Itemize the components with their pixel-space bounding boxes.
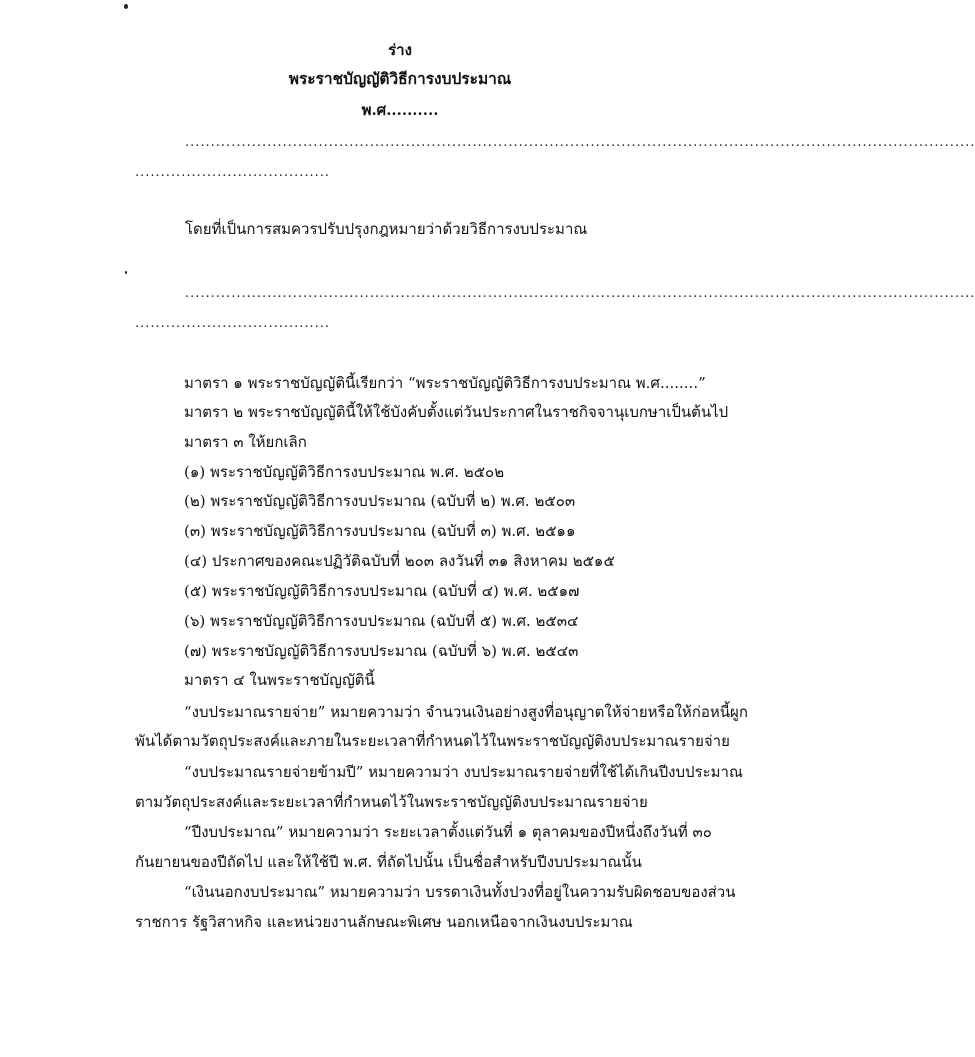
definition-line: “เงินนอกงบประมาณ” หมายความว่า บรรดาเงินทั้งปวงที่อยู่ในความรับผิดชอบของส่วน <box>184 883 736 901</box>
preamble-statement: โดยที่เป็นการสมควรปรับปรุงกฎหมายว่าด้วยวิธีการงบประมาณ <box>185 220 588 238</box>
definition-line: พันได้ตามวัตถุประสงค์และภายในระยะเวลาที่กำหนดไว้ในพระราชบัญญัติงบประมาณรายจ่าย <box>135 732 730 750</box>
section-1: มาตรา ๑ พระราชบัญญัตินี้เรียกว่า “พระราชบัญญัติวิธีการงบประมาณ พ.ศ........” <box>184 374 706 392</box>
dotted-line: ...................................... <box>135 165 331 180</box>
section-4: มาตรา ๔ ในพระราชบัญญัตินี้ <box>184 671 375 689</box>
dotted-line: .......................................................................................................................................................... <box>185 135 975 150</box>
act-title: พระราชบัญญัติวิธีการงบประมาณ <box>288 69 512 88</box>
scan-speck <box>124 4 128 9</box>
scan-speck <box>125 271 127 274</box>
dotted-line: ...................................... <box>135 316 331 331</box>
definition-line: ราชการ รัฐวิสาหกิจ และหน่วยงานลักษณะพิเศษ นอกเหนือจากเงินงบประมาณ <box>135 913 633 931</box>
definition-line: “ปีงบประมาณ” หมายความว่า ระยะเวลาตั้งแต่วันที่ ๑ ตุลาคมของปีหนึ่งถึงวันที่ ๓๐ <box>184 823 712 841</box>
repeal-item: (๗) พระราชบัญญัติวิธีการงบประมาณ (ฉบับที่ ๖) พ.ศ. ๒๕๔๓ <box>184 642 579 660</box>
definition-line: กันยายนของปีถัดไป และให้ใช้ปี พ.ศ. ที่ถัดไปนั้น เป็นชื่อสำหรับปีงบประมาณนั้น <box>135 853 642 871</box>
dotted-line: .......................................................................................................................................................... <box>185 286 975 301</box>
definition-line: “งบประมาณรายจ่าย” หมายความว่า จำนวนเงินอย่างสูงที่อนุญาตให้จ่ายหรือให้ก่อหนี้ผูก <box>184 703 748 721</box>
section-3: มาตรา ๓ ให้ยกเลิก <box>184 433 307 451</box>
act-year-line: พ.ศ.......... <box>361 101 439 119</box>
repeal-item: (๒) พระราชบัญญัติวิธีการงบประมาณ (ฉบับที่ ๒) พ.ศ. ๒๕๐๓ <box>184 492 576 510</box>
repeal-item: (๕) พระราชบัญญัติวิธีการงบประมาณ (ฉบับที่ ๔) พ.ศ. ๒๕๑๗ <box>184 582 580 600</box>
definition-line: “งบประมาณรายจ่ายข้ามปี” หมายความว่า งบประมาณรายจ่ายที่ใช้ได้เกินปีงบประมาณ <box>184 763 743 781</box>
section-2: มาตรา ๒ พระราชบัญญัตินี้ให้ใช้บังคับตั้งแต่วันประกาศในราชกิจจานุเบกษาเป็นต้นไป <box>184 403 729 421</box>
repeal-item: (๔) ประกาศของคณะปฏิวัติฉบับที่ ๒๐๓ ลงวันที่ ๓๑ สิงหาคม ๒๕๑๕ <box>184 552 615 570</box>
draft-label: ร่าง <box>388 41 412 59</box>
repeal-item: (๓) พระราชบัญญัติวิธีการงบประมาณ (ฉบับที่ ๓) พ.ศ. ๒๕๑๑ <box>184 522 576 540</box>
repeal-item: (๖) พระราชบัญญัติวิธีการงบประมาณ (ฉบับที่ ๕) พ.ศ. ๒๕๓๔ <box>184 612 579 630</box>
repeal-item: (๑) พระราชบัญญัติวิธีการงบประมาณ พ.ศ. ๒๕๐๒ <box>184 463 505 481</box>
definition-line: ตามวัตถุประสงค์และระยะเวลาที่กำหนดไว้ในพระราชบัญญัติงบประมาณรายจ่าย <box>135 793 648 811</box>
